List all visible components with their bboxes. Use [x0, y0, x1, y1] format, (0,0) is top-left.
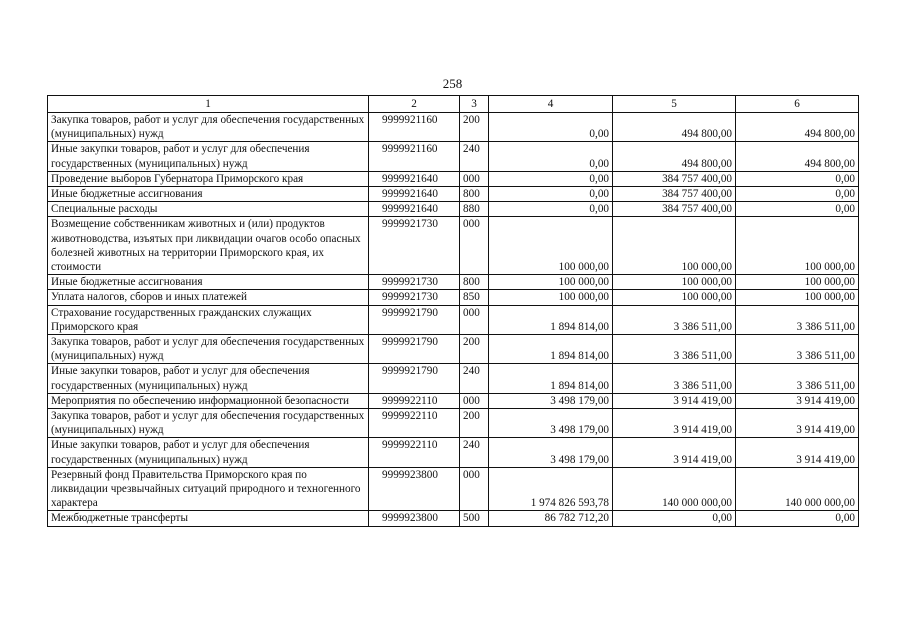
row-code-cell: 9999922110	[369, 393, 460, 408]
row-amount-col6-cell: 140 000 000,00	[736, 467, 859, 511]
row-amount-col5-cell: 3 386 511,00	[613, 335, 736, 364]
table-row	[48, 467, 859, 511]
column-header: 6	[736, 96, 859, 113]
table-row	[48, 290, 859, 305]
table-row	[48, 113, 859, 142]
row-amount-col4-cell: 3 498 179,00	[489, 438, 613, 467]
row-expense-type-cell: 000	[460, 467, 489, 511]
row-expense-type-cell: 880	[460, 202, 489, 217]
table-row	[48, 305, 859, 334]
row-amount-col6-cell: 3 914 419,00	[736, 393, 859, 408]
row-expense-type-cell: 850	[460, 290, 489, 305]
row-amount-col5-cell: 100 000,00	[613, 217, 736, 275]
row-code-cell: 9999923800	[369, 467, 460, 511]
row-amount-col6-cell: 100 000,00	[736, 217, 859, 275]
row-amount-col4-cell: 0,00	[489, 113, 613, 142]
column-header: 4	[489, 96, 613, 113]
row-amount-col4-cell: 0,00	[489, 142, 613, 171]
table-row	[48, 187, 859, 202]
row-amount-col5-cell: 100 000,00	[613, 275, 736, 290]
row-name-cell: Иные бюджетные ассигнования	[48, 275, 369, 290]
row-code-cell: 9999921790	[369, 364, 460, 393]
row-amount-col5-cell: 140 000 000,00	[613, 467, 736, 511]
row-name-cell: Страхование государственных гражданских служащих Приморского края	[48, 305, 369, 334]
row-code-cell: 9999921160	[369, 113, 460, 142]
row-amount-col4-cell: 1 894 814,00	[489, 305, 613, 334]
row-amount-col5-cell: 384 757 400,00	[613, 171, 736, 186]
row-amount-col6-cell: 3 914 419,00	[736, 438, 859, 467]
row-amount-col4-cell: 86 782 712,20	[489, 511, 613, 526]
row-amount-col4-cell: 1 894 814,00	[489, 335, 613, 364]
row-amount-col5-cell: 0,00	[613, 511, 736, 526]
row-code-cell: 9999922110	[369, 438, 460, 467]
table-row	[48, 511, 859, 526]
row-amount-col5-cell: 3 914 419,00	[613, 409, 736, 438]
row-amount-col6-cell: 3 386 511,00	[736, 335, 859, 364]
table-row	[48, 275, 859, 290]
row-expense-type-cell: 240	[460, 142, 489, 171]
table-row	[48, 217, 859, 275]
row-expense-type-cell: 800	[460, 187, 489, 202]
row-amount-col4-cell: 0,00	[489, 187, 613, 202]
column-header: 5	[613, 96, 736, 113]
row-expense-type-cell: 240	[460, 438, 489, 467]
row-code-cell: 9999921640	[369, 202, 460, 217]
row-name-cell: Иные закупки товаров, работ и услуг для обеспечения государственных (муниципальных) нужд	[48, 438, 369, 467]
row-code-cell: 9999921640	[369, 187, 460, 202]
row-amount-col4-cell: 1 894 814,00	[489, 364, 613, 393]
column-header: 2	[369, 96, 460, 113]
row-name-cell: Резервный фонд Правительства Приморского края по ликвидации чрезвычайных ситуаций природного и техногенного характера	[48, 467, 369, 511]
row-amount-col5-cell: 384 757 400,00	[613, 187, 736, 202]
row-name-cell: Межбюджетные трансферты	[48, 511, 369, 526]
row-amount-col5-cell: 3 386 511,00	[613, 364, 736, 393]
row-amount-col6-cell: 494 800,00	[736, 142, 859, 171]
row-amount-col4-cell: 0,00	[489, 171, 613, 186]
row-name-cell: Специальные расходы	[48, 202, 369, 217]
row-expense-type-cell: 200	[460, 409, 489, 438]
header-row	[48, 96, 859, 113]
row-expense-type-cell: 800	[460, 275, 489, 290]
row-code-cell: 9999921790	[369, 335, 460, 364]
table-body	[48, 96, 859, 527]
table-row	[48, 202, 859, 217]
row-name-cell: Мероприятия по обеспечению информационной безопасности	[48, 393, 369, 408]
budget-table	[47, 95, 859, 527]
table-row	[48, 364, 859, 393]
row-amount-col6-cell: 0,00	[736, 202, 859, 217]
row-amount-col4-cell: 100 000,00	[489, 290, 613, 305]
row-amount-col4-cell: 1 974 826 593,78	[489, 467, 613, 511]
table-row	[48, 393, 859, 408]
row-amount-col5-cell: 3 914 419,00	[613, 438, 736, 467]
row-code-cell: 9999921730	[369, 217, 460, 275]
row-amount-col6-cell: 3 386 511,00	[736, 364, 859, 393]
row-name-cell: Закупка товаров, работ и услуг для обеспечения государственных (муниципальных) нужд	[48, 113, 369, 142]
table-row	[48, 409, 859, 438]
row-amount-col6-cell: 494 800,00	[736, 113, 859, 142]
row-expense-type-cell: 240	[460, 364, 489, 393]
row-expense-type-cell: 500	[460, 511, 489, 526]
row-amount-col4-cell: 0,00	[489, 202, 613, 217]
row-name-cell: Иные закупки товаров, работ и услуг для обеспечения государственных (муниципальных) нужд	[48, 142, 369, 171]
row-name-cell: Закупка товаров, работ и услуг для обеспечения государственных (муниципальных) нужд	[48, 409, 369, 438]
row-amount-col5-cell: 384 757 400,00	[613, 202, 736, 217]
row-amount-col5-cell: 100 000,00	[613, 290, 736, 305]
row-code-cell: 9999921160	[369, 142, 460, 171]
row-amount-col4-cell: 100 000,00	[489, 217, 613, 275]
row-code-cell: 9999921790	[369, 305, 460, 334]
row-amount-col6-cell: 3 386 511,00	[736, 305, 859, 334]
row-code-cell: 9999923800	[369, 511, 460, 526]
row-expense-type-cell: 000	[460, 393, 489, 408]
row-code-cell: 9999921640	[369, 171, 460, 186]
row-amount-col6-cell: 0,00	[736, 511, 859, 526]
row-expense-type-cell: 000	[460, 305, 489, 334]
row-name-cell: Проведение выборов Губернатора Приморского края	[48, 171, 369, 186]
row-amount-col5-cell: 494 800,00	[613, 113, 736, 142]
row-expense-type-cell: 000	[460, 217, 489, 275]
page-number: 258	[442, 76, 463, 91]
row-name-cell: Уплата налогов, сборов и иных платежей	[48, 290, 369, 305]
row-name-cell: Закупка товаров, работ и услуг для обеспечения государственных (муниципальных) нужд	[48, 335, 369, 364]
row-expense-type-cell: 200	[460, 113, 489, 142]
row-name-cell: Возмещение собственникам животных и (или) продуктов животноводства, изъятых при ликвидации очагов особо опасных болезней животных на территории Приморского края, их стоимости	[48, 217, 369, 275]
column-header: 3	[460, 96, 489, 113]
table-row	[48, 142, 859, 171]
row-amount-col4-cell: 100 000,00	[489, 275, 613, 290]
row-amount-col4-cell: 3 498 179,00	[489, 393, 613, 408]
row-amount-col5-cell: 3 386 511,00	[613, 305, 736, 334]
row-amount-col5-cell: 3 914 419,00	[613, 393, 736, 408]
row-amount-col6-cell: 100 000,00	[736, 290, 859, 305]
table-row	[48, 335, 859, 364]
row-expense-type-cell: 200	[460, 335, 489, 364]
row-code-cell: 9999921730	[369, 290, 460, 305]
row-amount-col6-cell: 0,00	[736, 187, 859, 202]
table-row	[48, 171, 859, 186]
column-header: 1	[48, 96, 369, 113]
row-amount-col6-cell: 0,00	[736, 171, 859, 186]
row-name-cell: Иные бюджетные ассигнования	[48, 187, 369, 202]
row-amount-col6-cell: 3 914 419,00	[736, 409, 859, 438]
row-expense-type-cell: 000	[460, 171, 489, 186]
row-name-cell: Иные закупки товаров, работ и услуг для обеспечения государственных (муниципальных) нужд	[48, 364, 369, 393]
row-amount-col4-cell: 3 498 179,00	[489, 409, 613, 438]
row-amount-col5-cell: 494 800,00	[613, 142, 736, 171]
row-amount-col6-cell: 100 000,00	[736, 275, 859, 290]
row-code-cell: 9999922110	[369, 409, 460, 438]
table-row	[48, 438, 859, 467]
row-code-cell: 9999921730	[369, 275, 460, 290]
